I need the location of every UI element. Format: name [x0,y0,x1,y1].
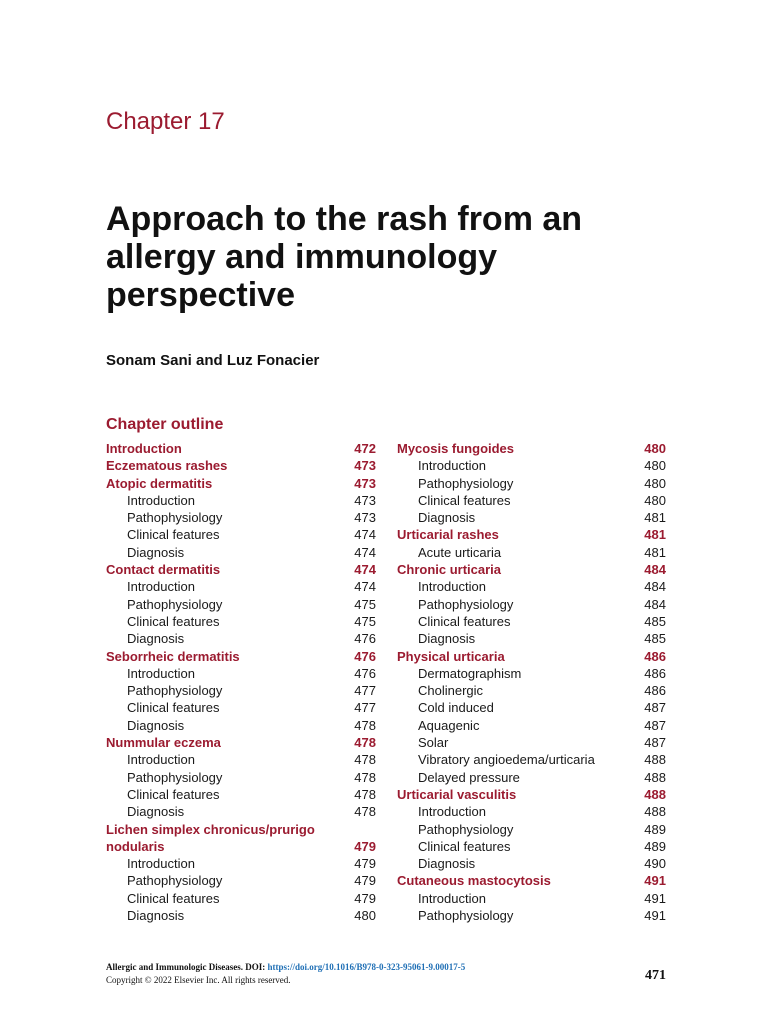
outline-entry-label: Diagnosis [127,631,185,647]
doi-link[interactable]: https://doi.org/10.1016/B978-0-323-95061-9.00017-5 [267,962,466,972]
outline-subsection-entry[interactable] [397,475,666,492]
outline-entry-label: Urticarial rashes [397,527,499,543]
outline-entry-page: 484 [644,596,666,612]
outline-entry-label: Diagnosis [127,544,185,560]
outline-entry-label: Vibratory angioedema/urticaria [418,752,595,768]
outline-entry-page: 472 [354,441,376,456]
outline-subsection-entry[interactable] [397,803,666,820]
outline-entry-label: Chronic urticaria [397,562,502,578]
outline-subsection-entry[interactable] [106,509,376,526]
outline-entry-label: Pathophysiology [127,596,223,612]
outline-subsection-entry[interactable] [106,890,376,907]
outline-entry-page: 473 [354,475,376,491]
outline-entry-page: 491 [644,890,666,906]
outline-entry-page: 477 [354,683,376,699]
outline-subsection-entry[interactable] [106,855,376,872]
outline-entry-label: Introduction [127,579,195,595]
copyright-notice: Copyright © 2022 Elsevier Inc. All rights reserved. [106,975,291,985]
outline-subsection-entry[interactable] [397,734,666,751]
outline-entry-page: 480 [644,492,666,508]
outline-entry-label: Diagnosis [127,908,185,924]
outline-entry-label: Introduction [127,665,195,681]
outline-section-entry[interactable] [106,440,376,457]
outline-subsection-entry[interactable] [397,717,666,734]
outline-subsection-entry[interactable] [106,613,376,630]
outline-entry-page: 477 [354,700,376,716]
outline-entry-page: 485 [644,631,666,647]
outline-entry-page: 488 [644,786,666,802]
outline-subsection-entry[interactable] [397,457,666,474]
outline-subsection-entry[interactable] [106,717,376,734]
outline-entry-page: 476 [354,665,376,681]
outline-entry-page: 480 [354,908,376,924]
outline-entry-page: 481 [644,527,666,543]
outline-entry-page: 491 [644,908,666,924]
outline-subsection-entry[interactable] [397,613,666,630]
outline-entry-page: 474 [354,579,376,595]
outline-entry-label: Pathophysiology [127,873,223,889]
outline-entry-page: 487 [644,700,666,716]
outline-entry-page: 487 [644,717,666,733]
outline-entry-page: 488 [644,769,666,785]
chapter-label: Chapter 17 [106,108,225,135]
outline-subsection-entry[interactable] [106,665,376,682]
outline-section-entry[interactable] [106,821,376,838]
outline-entry-page: 480 [644,458,666,474]
outline-section-entry[interactable] [106,561,376,578]
outline-entry-page: 486 [644,665,666,681]
outline-entry-label: Lichen simplex chronicus/prurigo [106,821,315,837]
outline-entry-page: 476 [354,648,376,664]
outline-subsection-entry[interactable] [106,492,376,509]
outline-subsection-entry[interactable] [397,699,666,716]
outline-subsection-entry[interactable] [397,630,666,647]
outline-entry-page: 479 [354,873,376,889]
outline-subsection-entry[interactable] [397,682,666,699]
outline-entry-label: Pathophysiology [418,821,514,837]
outline-entry-label: Pathophysiology [127,510,223,526]
outline-subsection-entry[interactable] [397,907,666,924]
outline-subsection-entry[interactable] [397,596,666,613]
outline-entry-page: 480 [644,475,666,491]
outline-subsection-entry[interactable] [106,751,376,768]
outline-section-entry[interactable] [106,838,376,855]
outline-entry-label: Nummular eczema [106,735,221,751]
outline-entry-page: 475 [354,613,376,629]
outline-subsection-entry[interactable] [397,509,666,526]
outline-entry-page: 478 [354,717,376,733]
outline-section-entry[interactable] [397,440,666,457]
outline-entry-label: Introduction [418,579,486,595]
footer-doi-line [106,962,465,972]
page-number: 471 [645,968,666,983]
outline-entry-label: Introduction [127,752,195,768]
outline-entry-label: Eczematous rashes [106,458,228,474]
outline-entry-page: 479 [354,856,376,872]
outline-entry-page: 473 [354,458,376,474]
outline-entry-label: Cholinergic [418,683,484,699]
outline-subsection-entry[interactable] [397,838,666,855]
outline-entry-label: Delayed pressure [418,769,520,785]
outline-entry-page: 474 [354,544,376,560]
outline-subsection-entry[interactable] [397,751,666,768]
outline-entry-label: Pathophysiology [127,683,223,699]
outline-entry-label: Pathophysiology [418,475,514,491]
outline-entry-label: Clinical features [418,613,511,629]
outline-section-entry[interactable] [106,734,376,751]
outline-entry-page: 489 [644,821,666,837]
outline-entry-label: Clinical features [127,527,220,543]
outline-entry-label: Introduction [418,804,486,820]
outline-entry-page: 481 [644,544,666,560]
footer-book-title: Allergic and Immunologic Diseases. DOI: [106,962,266,972]
outline-entry-label: Mycosis fungoides [397,441,515,456]
outline-entry-page: 474 [354,527,376,543]
outline-entry-label: Clinical features [127,786,220,802]
outline-section-entry[interactable] [106,457,376,474]
outline-entry-page: 479 [354,890,376,906]
outline-entry-label: Acute urticaria [418,544,502,560]
outline-entry-label: Physical urticaria [397,648,505,664]
authors: Sonam Sani and Luz Fonacier [106,352,320,369]
outline-entry-label: Clinical features [418,838,511,854]
outline-entry-label: Cold induced [418,700,494,716]
outline-entry-page: 478 [354,786,376,802]
outline-entry-label: Contact dermatitis [106,562,221,578]
outline-subsection-entry[interactable] [106,872,376,889]
outline-section-entry[interactable] [397,786,666,803]
outline-entry-page: 476 [354,631,376,647]
outline-section-entry[interactable] [106,648,376,665]
outline-entry-page: 478 [354,804,376,820]
outline-entry-page: 481 [644,510,666,526]
outline-subsection-entry[interactable] [106,907,376,924]
outline-entry-label: Diagnosis [127,717,185,733]
outline-entry-label: Diagnosis [418,856,476,872]
outline-section-entry[interactable] [397,526,666,543]
outline-entry-label: Introduction [418,458,486,474]
outline-subsection-entry[interactable] [106,526,376,543]
outline-subsection-entry[interactable] [397,492,666,509]
outline-subsection-entry[interactable] [106,699,376,716]
outline-entry-label: Urticarial vasculitis [397,786,517,802]
outline-entry-label: Diagnosis [418,510,476,526]
outline-subsection-entry[interactable] [397,769,666,786]
outline-entry-page: 484 [644,562,666,578]
outline-entry-page: 480 [644,441,666,456]
outline-entry-page: 486 [644,683,666,699]
outline-entry-page: 489 [644,838,666,854]
outline-entry-page: 478 [354,735,376,751]
outline-subsection-entry[interactable] [106,630,376,647]
outline-entry-label: Introduction [127,856,195,872]
outline-entry-label: Introduction [106,441,182,456]
outline-section-entry[interactable] [106,475,376,492]
outline-entry-page: 479 [354,838,376,854]
chapter-title: Approach to the rash from an allergy and immunology perspective [106,200,583,314]
outline-entry-page: 490 [644,856,666,872]
outline-section-entry[interactable] [397,561,666,578]
outline-entry-label: Cutaneous mastocytosis [397,873,551,889]
outline-entry-page: 488 [644,804,666,820]
outline-entry-page: 485 [644,613,666,629]
outline-subsection-entry[interactable] [397,855,666,872]
outline-section-entry[interactable] [397,648,666,665]
outline-entry-label: Introduction [127,492,195,508]
outline-subsection-entry[interactable] [106,769,376,786]
outline-entry-page: 473 [354,510,376,526]
outline-subsection-entry[interactable] [106,786,376,803]
outline-entry-page: 475 [354,596,376,612]
outline-right-column [397,440,666,924]
outline-subsection-entry[interactable] [106,682,376,699]
outline-entry-page: 487 [644,735,666,751]
outline-entry-label: Pathophysiology [127,769,223,785]
outline-entry-page: 478 [354,752,376,768]
outline-subsection-entry[interactable] [397,578,666,595]
outline-entry-page: 484 [644,579,666,595]
outline-entry-page: 473 [354,492,376,508]
outline-entry-label: Diagnosis [418,631,476,647]
outline-entry-label: Atopic dermatitis [106,475,213,491]
outline-left-column [106,440,376,924]
outline-entry-label: Diagnosis [127,804,185,820]
outline-subsection-entry[interactable] [106,578,376,595]
outline-subsection-entry[interactable] [397,821,666,838]
outline-entry-page: 478 [354,769,376,785]
outline-entry-label: Clinical features [127,613,220,629]
outline-entry-label: Clinical features [418,492,511,508]
outline-entry-label: Clinical features [127,890,220,906]
outline-subsection-entry[interactable] [106,803,376,820]
outline-heading: Chapter outline [106,416,224,433]
outline-entry-label: Introduction [418,890,486,906]
outline-subsection-entry[interactable] [397,544,666,561]
outline-entry-label: Pathophysiology [418,908,514,924]
outline-entry-label: Clinical features [127,700,220,716]
outline-entry-page: 491 [644,873,666,889]
outline-entry-label: Aquagenic [418,717,480,733]
outline-entry-label: nodularis [106,838,165,854]
outline-entry-label: Seborrheic dermatitis [106,648,240,664]
outline-subsection-entry[interactable] [106,596,376,613]
outline-entry-page: 488 [644,752,666,768]
outline-entry-label: Dermatographism [418,665,522,681]
outline-subsection-entry[interactable] [397,890,666,907]
outline-entry-label: Pathophysiology [418,596,514,612]
outline-subsection-entry[interactable] [397,665,666,682]
outline-entry-label: Solar [418,735,449,751]
outline-entry-page: 474 [354,562,376,578]
outline-section-entry[interactable] [397,872,666,889]
outline-subsection-entry[interactable] [106,544,376,561]
outline-entry-page: 486 [644,648,666,664]
